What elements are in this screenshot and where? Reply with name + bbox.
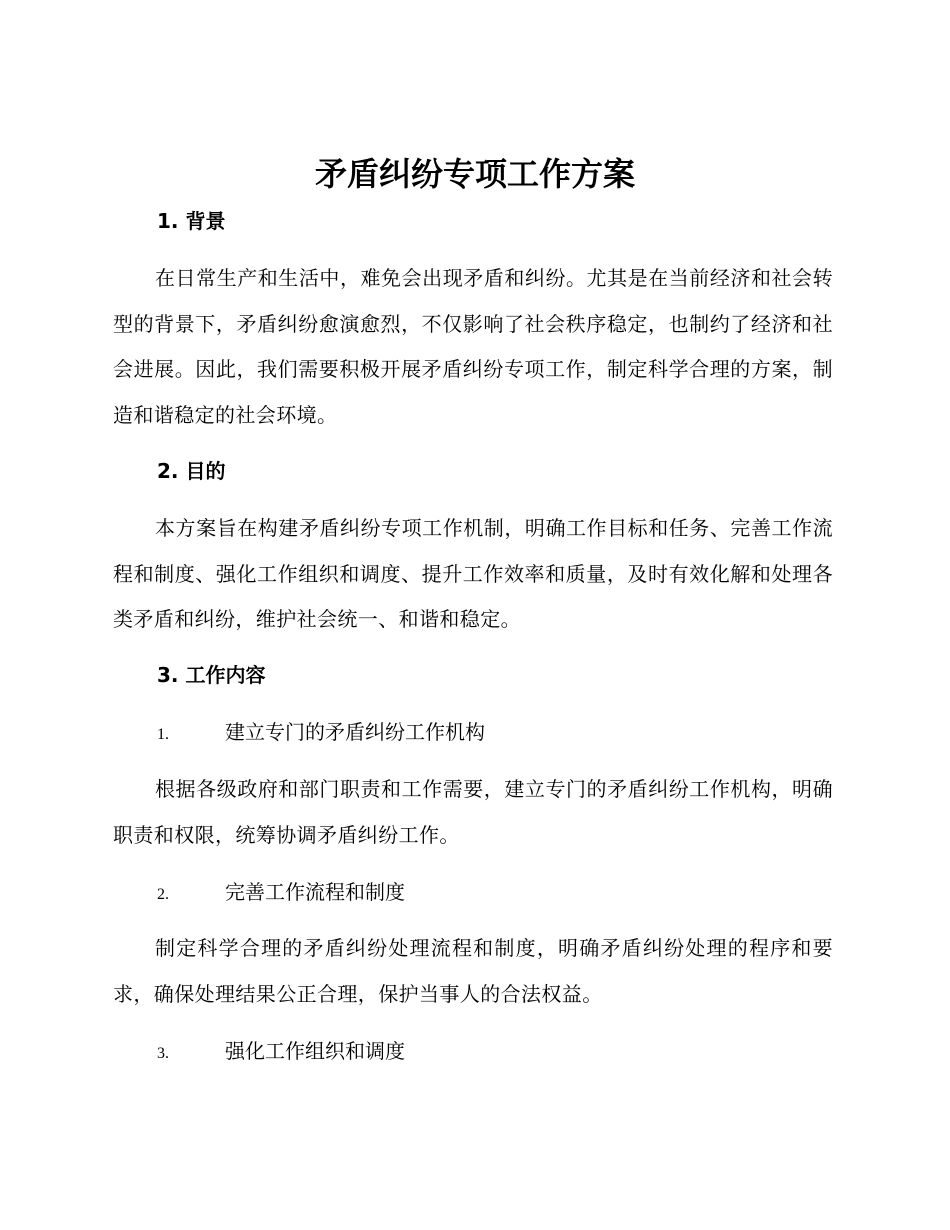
- paragraph-purpose: 本方案旨在构建矛盾纠纷专项工作机制，明确工作目标和任务、完善工作流程和制度、强化工作组织和调度、提升工作效率和质量，及时有效化解和处理各类矛盾和纠纷，维护社会统一、和谐和稳定。: [113, 516, 833, 631]
- section-heading-purpose: 2. 目的: [157, 459, 226, 483]
- paragraph-background: 在日常生产和生活中，难免会出现矛盾和纠纷。尤其是在当前经济和社会转型的背景下，矛盾纠纷愈演愈烈，不仅影响了社会秩序稳定，也制约了经济和社会进展。因此，我们需要积极开展矛盾纠纷专项工作，制定科学合理的方案，制造和谐稳定的社会环境。: [113, 266, 833, 427]
- list-item-1: [157, 717, 485, 747]
- section-heading-background: 1. 背景: [157, 209, 226, 233]
- list-item-title: 建立专门的矛盾纠纷工作机构: [225, 720, 485, 744]
- section-heading-work-content: 3. 工作内容: [157, 663, 266, 687]
- paragraph-item-1: 根据各级政府和部门职责和工作需要，建立专门的矛盾纠纷工作机构，明确职责和权限，统筹协调矛盾纠纷工作。: [113, 777, 833, 847]
- list-item-title: 强化工作组织和调度: [225, 1039, 405, 1063]
- list-item-number: 1.: [157, 726, 169, 743]
- list-item-number: 3.: [157, 1045, 169, 1062]
- list-item-2: [157, 877, 405, 907]
- list-item-3: [157, 1036, 405, 1066]
- paragraph-item-2: 制定科学合理的矛盾纠纷处理流程和制度，明确矛盾纠纷处理的程序和要求，确保处理结果公正合理，保护当事人的合法权益。: [113, 936, 833, 1006]
- list-item-number: 2.: [157, 886, 169, 903]
- list-item-title: 完善工作流程和制度: [225, 880, 405, 904]
- document-title: 矛盾纠纷专项工作方案: [314, 155, 635, 193]
